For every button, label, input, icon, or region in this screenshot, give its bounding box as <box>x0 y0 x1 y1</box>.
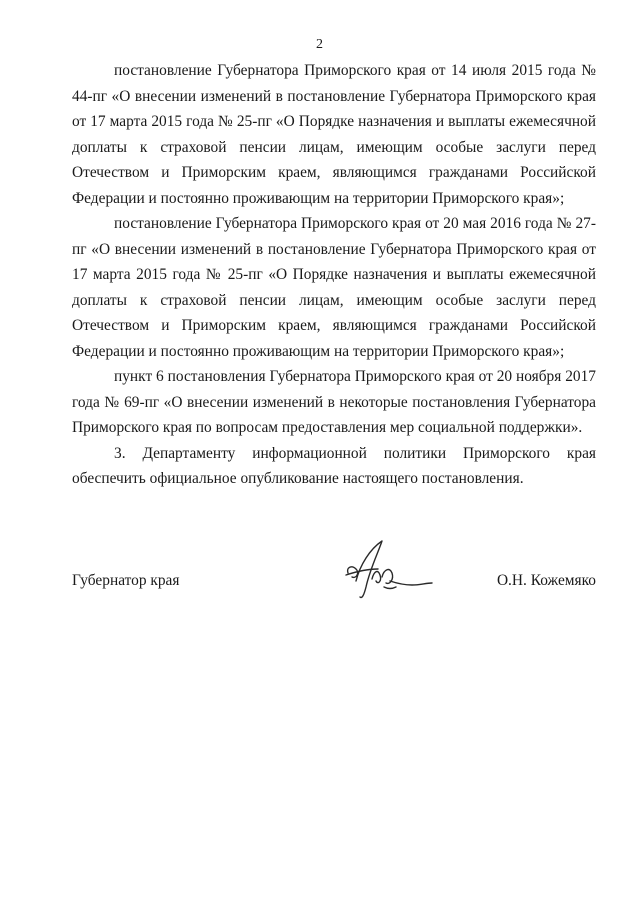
signatory-name: О.Н. Кожемяко <box>496 572 596 589</box>
signatory-title: Губернатор края <box>72 572 180 589</box>
handwritten-signature-icon <box>326 535 436 605</box>
page-number: 2 <box>316 37 323 52</box>
document-body <box>72 58 596 492</box>
paragraph-resolution-44: постановление Губернатора Приморского края от 14 июля 2015 года № 44-пг «О внесении изменений в постановление Губернатора Приморского края от 17 марта 2015 года № 25-пг «О Порядке назначения и выплаты ежемесячной доплаты к страховой пенсии лицам, имеющим особые заслуги перед Отечеством и Приморским краем, являющимся гражданами Российской Федерации и постоянно проживающим на территории Приморского края»; <box>72 62 596 207</box>
paragraph-resolution-69: пункт 6 постановления Губернатора Приморского края от 20 ноября 2017 года № 69-пг «О внесении изменений в некоторые постановления Губернатора Приморского края по вопросам предоставления мер социальной поддержки». <box>72 368 596 436</box>
paragraph-resolution-27: постановление Губернатора Приморского края от 20 мая 2016 года № 27-пг «О внесении изменений в постановление Губернатора Приморского края от 17 марта 2015 года № 25-пг «О Порядке назначения и выплаты ежемесячной доплаты к страховой пенсии лицам, имеющим особые заслуги перед Отечеством и Приморским краем, являющимся гражданами Российской Федерации и постоянно проживающим на территории Приморского края»; <box>72 215 596 360</box>
paragraph-item-3: 3. Департаменту информационной политики Приморского края обеспечить официальное опубликование настоящего постановления. <box>72 444 596 487</box>
signature-block <box>72 565 596 615</box>
